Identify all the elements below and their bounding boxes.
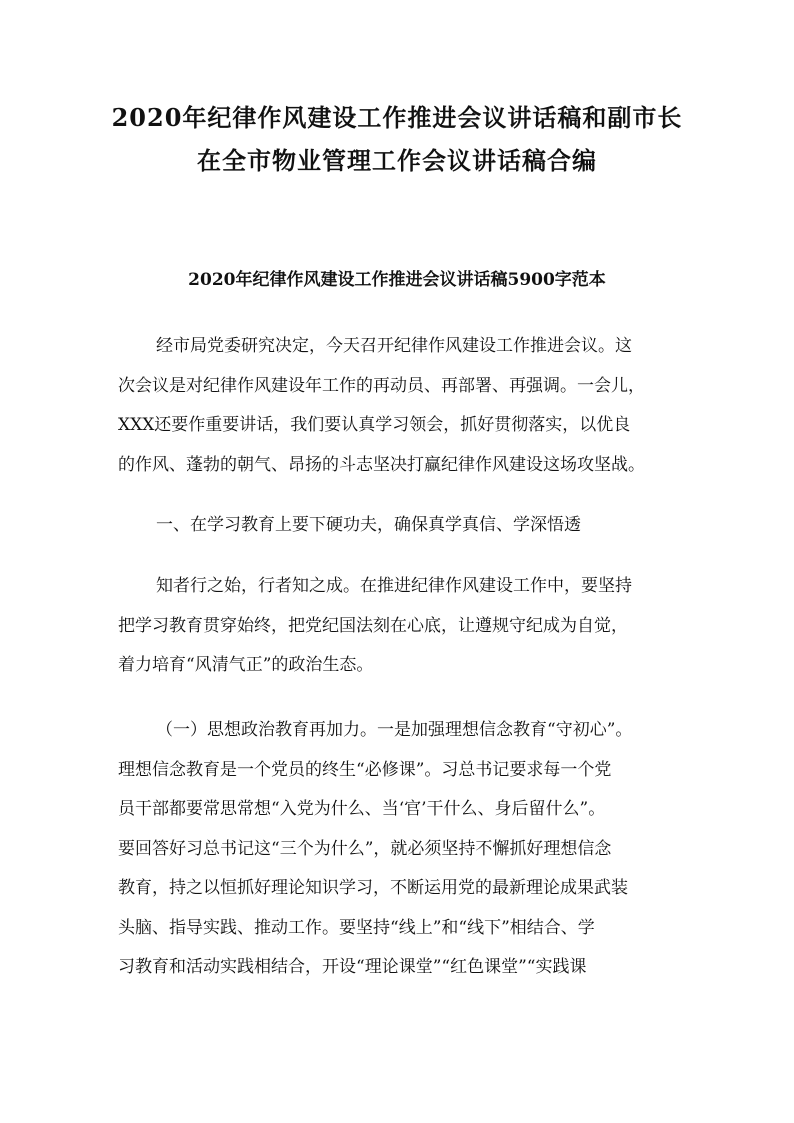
paragraph-line: 要回答好习总书记这“三个为什么”，就必须坚持不懈抓好理想信念	[118, 838, 612, 859]
paragraph-learning	[118, 567, 678, 686]
paragraph-line: 员干部都要常思常想“入党为什么、当‘官’干什么、身后留什么”。	[118, 799, 606, 819]
paragraph-line: （一）思想政治教育再加力。一是加强理想信念教育“守初心”。	[156, 720, 633, 740]
section-subtitle: 2020年纪律作风建设工作推进会议讲话稿5900字范本	[188, 270, 606, 290]
paragraph-line: 习教育和活动实践相结合，开设“理论课堂”“红色课堂”“实践课	[118, 957, 587, 977]
paragraph-line: 次会议是对纪律作风建设年工作的再动员、再部署、再强调。一会儿，	[118, 375, 645, 396]
paragraph-line: 教育，持之以恒抓好理论知识学习，不断运用党的最新理论成果武装	[118, 878, 628, 898]
paragraph-opening	[118, 327, 678, 485]
section-heading-1	[118, 506, 678, 546]
paragraph-line: 着力培育“风清气正”的政治生态。	[118, 655, 374, 675]
paragraph-line: 经市局党委研究决定，今天召开纪律作风建设工作推进会议。这	[156, 336, 632, 356]
paragraph-line: 理想信念教育是一个党员的终生“必修课”。习总书记要求每一个党	[118, 759, 612, 780]
paragraph-ideology	[118, 711, 678, 988]
document-title-line-1: 2020年纪律作风建设工作推进会议讲话稿和副市长	[111, 103, 683, 132]
paragraph-line: 知者行之始，行者知之成。在推进纪律作风建设工作中，要坚持	[156, 576, 632, 596]
paragraph-line: 头脑、指导实践、推动工作。要坚持“线上”和“线下”相结合、学	[118, 917, 595, 938]
paragraph-line: XXX还要作重要讲话，我们要认真学习领会，抓好贯彻落实，以优良	[118, 415, 631, 435]
paragraph-line: 把学习教育贯穿始终，把党纪国法刻在心底，让遵规守纪成为自觉，	[118, 615, 628, 636]
paragraph-line: 一、在学习教育上要下硬功夫，确保真学真信、学深悟透	[156, 515, 581, 535]
paragraph-line: 的作风、蓬勃的朝气、昂扬的斗志坚决打赢纪律作风建设这场攻坚战。	[118, 454, 645, 475]
document-title-line-2: 在全市物业管理工作会议讲话稿合编	[197, 146, 597, 175]
